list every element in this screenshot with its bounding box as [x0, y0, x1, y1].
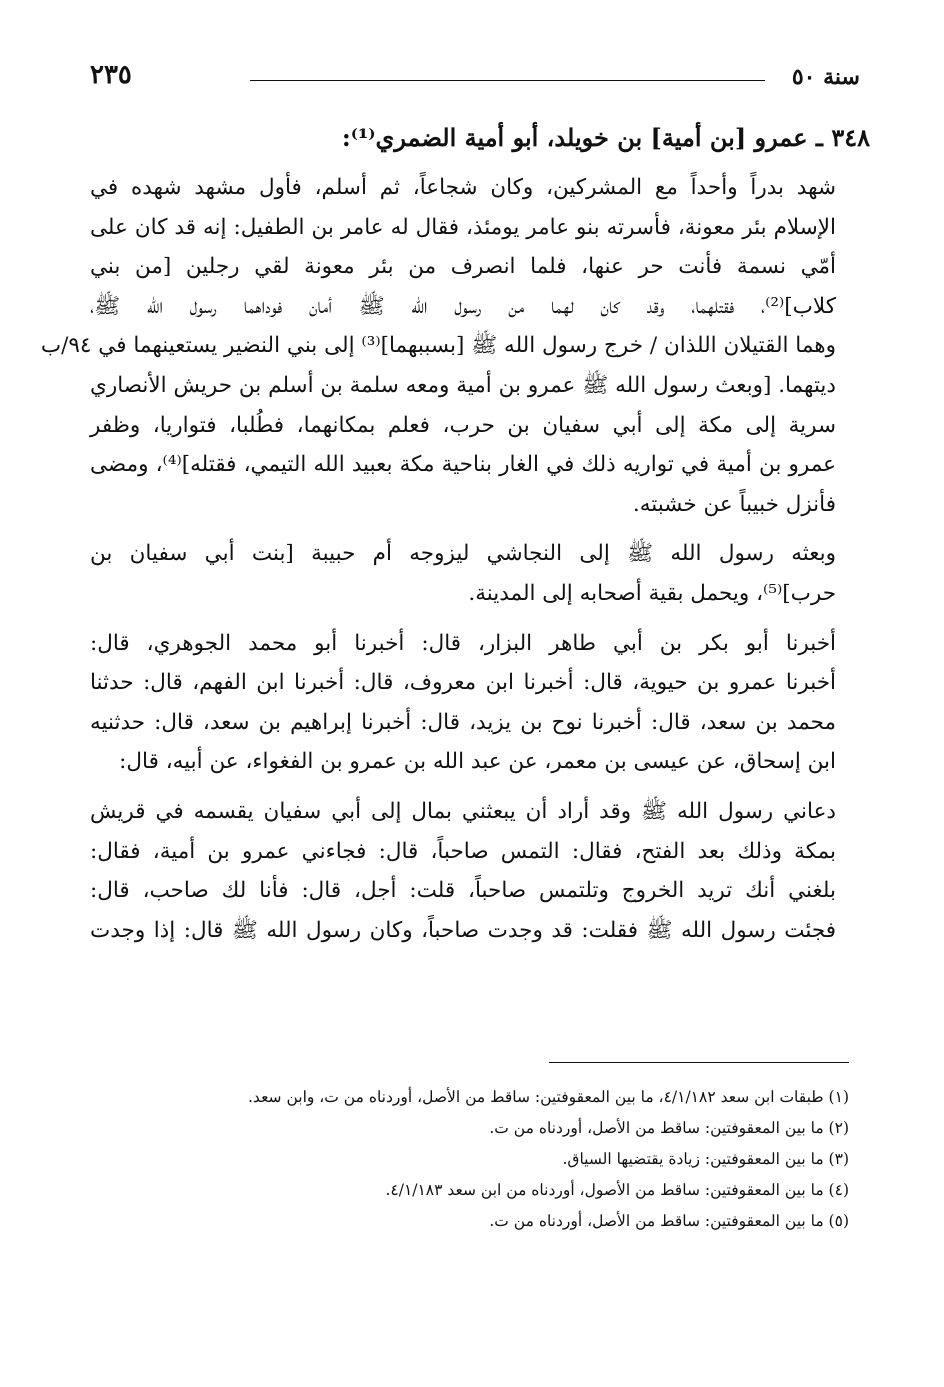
footnote-4: (٤) ما بين المعقوفتين: ساقط من الأصول، أوردناه من ابن سعد ٤/١/١٨٣. — [385, 1181, 849, 1199]
page-number: ٢٣٥ — [90, 60, 132, 90]
section-label: سنة ٥٠ — [791, 64, 860, 90]
text-line: محمد بن سعد، قال: أخبرنا نوح بن يزيد، قال: أخبرنا إبراهيم بن سعد، قال: حدثنيه — [90, 709, 836, 735]
footnote-5: (٥) ما بين المعقوفتين: ساقط من الأصل، أوردناه من ت. — [489, 1212, 849, 1230]
running-header — [90, 58, 860, 98]
footnotes — [149, 1082, 849, 1237]
text-line: كلاب]⁽²⁾، فقتلهما، وقد كان لهما من رسول الله ﷺ أمان فوداهما رسول الله ﷺ، — [90, 293, 836, 319]
text-line: أخبرنا عمرو بن حيوية، قال: أخبرنا ابن معروف، قال: أخبرنا ابن الفهم، قال: حدثنا — [90, 670, 836, 696]
header-rule — [250, 80, 765, 81]
text-line: عمرو بن أمية في تواريه ذلك في الغار بناحية مكة بعبيد الله التيمي، فقتله]⁽⁴⁾، ومضى — [90, 452, 836, 478]
footnote-1: (١) طبقات ابن سعد ٤/١/١٨٢، ما بين المعقوفتين: ساقط من الأصل، أوردناه من ت، وابن سعد. — [248, 1088, 849, 1106]
text-line: أخبرنا أبو بكر بن أبي طاهر البزار، قال: أخبرنا أبو محمد الجوهري، قال: — [90, 630, 836, 656]
paragraph-isnad — [90, 624, 870, 782]
text-line: أمّي نسمة فأنت حر عنها، فلما انصرف من بئر معونة لقي رجلين [من بني — [90, 254, 836, 280]
text-line: وهما القتيلان اللذان / خرج رسول الله ﷺ [بسببهما]⁽³⁾ إلى بني النضير يستعينهما في ٩٤/ب — [40, 333, 836, 359]
footnote-3: (٣) ما بين المعقوفتين: زيادة يقتضيها السياق. — [562, 1150, 849, 1168]
paragraph-najashi — [90, 534, 870, 613]
text-line: سرية إلى مكة إلى أبي سفيان بن حرب، فعلم بمكانهما، فطُلبا، فتواريا، وظفر — [90, 412, 836, 438]
main-text — [40, 118, 870, 960]
text-line: شهد بدراً وأحداً مع المشركين، وكان شجاعاً، ثم أسلم، فأول مشهد شهده في — [90, 175, 836, 200]
entry-heading: ٣٤٨ ـ عمرو [بن أمية] بن خويلد، أبو أمية الضمري⁽¹⁾: — [341, 123, 870, 152]
paragraph-narration — [90, 792, 870, 950]
text-line: بمكة وذلك بعد الفتح، فقال: التمس صاحباً، قال: فجاءني عمرو بن أمية، فقال: — [90, 838, 836, 864]
text-line: ديتهما. [وبعث رسول الله ﷺ عمرو بن أمية ومعه سلمة بن أسلم بن حريش الأنصاري — [90, 372, 836, 398]
paragraph-biography — [40, 168, 870, 524]
text-line: فجئت رسول الله ﷺ فقلت: قد وجدت صاحباً، وكان رسول الله ﷺ قال: إذا وجدت — [90, 917, 836, 943]
text-line: فأنزل خبيباً عن خشبته. — [632, 491, 836, 517]
text-line: الإسلام بئر معونة، فأسرته بنو عامر يومئذ، فقال له عامر بن الطفيل: إنه قد كان على — [90, 214, 836, 240]
text-line: حرب]⁽⁵⁾، ويحمل بقية أصحابه إلى المدينة. — [468, 580, 836, 606]
text-line: دعاني رسول الله ﷺ وقد أراد أن يبعثني بمال إلى أبي سفيان يقسمه في قريش — [90, 798, 836, 824]
footnote-rule — [549, 1062, 849, 1063]
text-line: ابن إسحاق، عن عيسى بن معمر، عن عبد الله بن عمرو بن الفغواء، عن أبيه، قال: — [119, 749, 836, 775]
text-line: وبعثه رسول الله ﷺ إلى النجاشي ليزوجه أم حبيبة [بنت أبي سفيان بن — [90, 541, 836, 567]
text-line: بلغني أنك تريد الخروج وتلتمس صاحباً، قلت: أجل، قال: فأنا لك صاحب، قال: — [90, 878, 836, 904]
footnote-2: (٢) ما بين المعقوفتين: ساقط من الأصل، أوردناه من ت. — [489, 1119, 849, 1137]
